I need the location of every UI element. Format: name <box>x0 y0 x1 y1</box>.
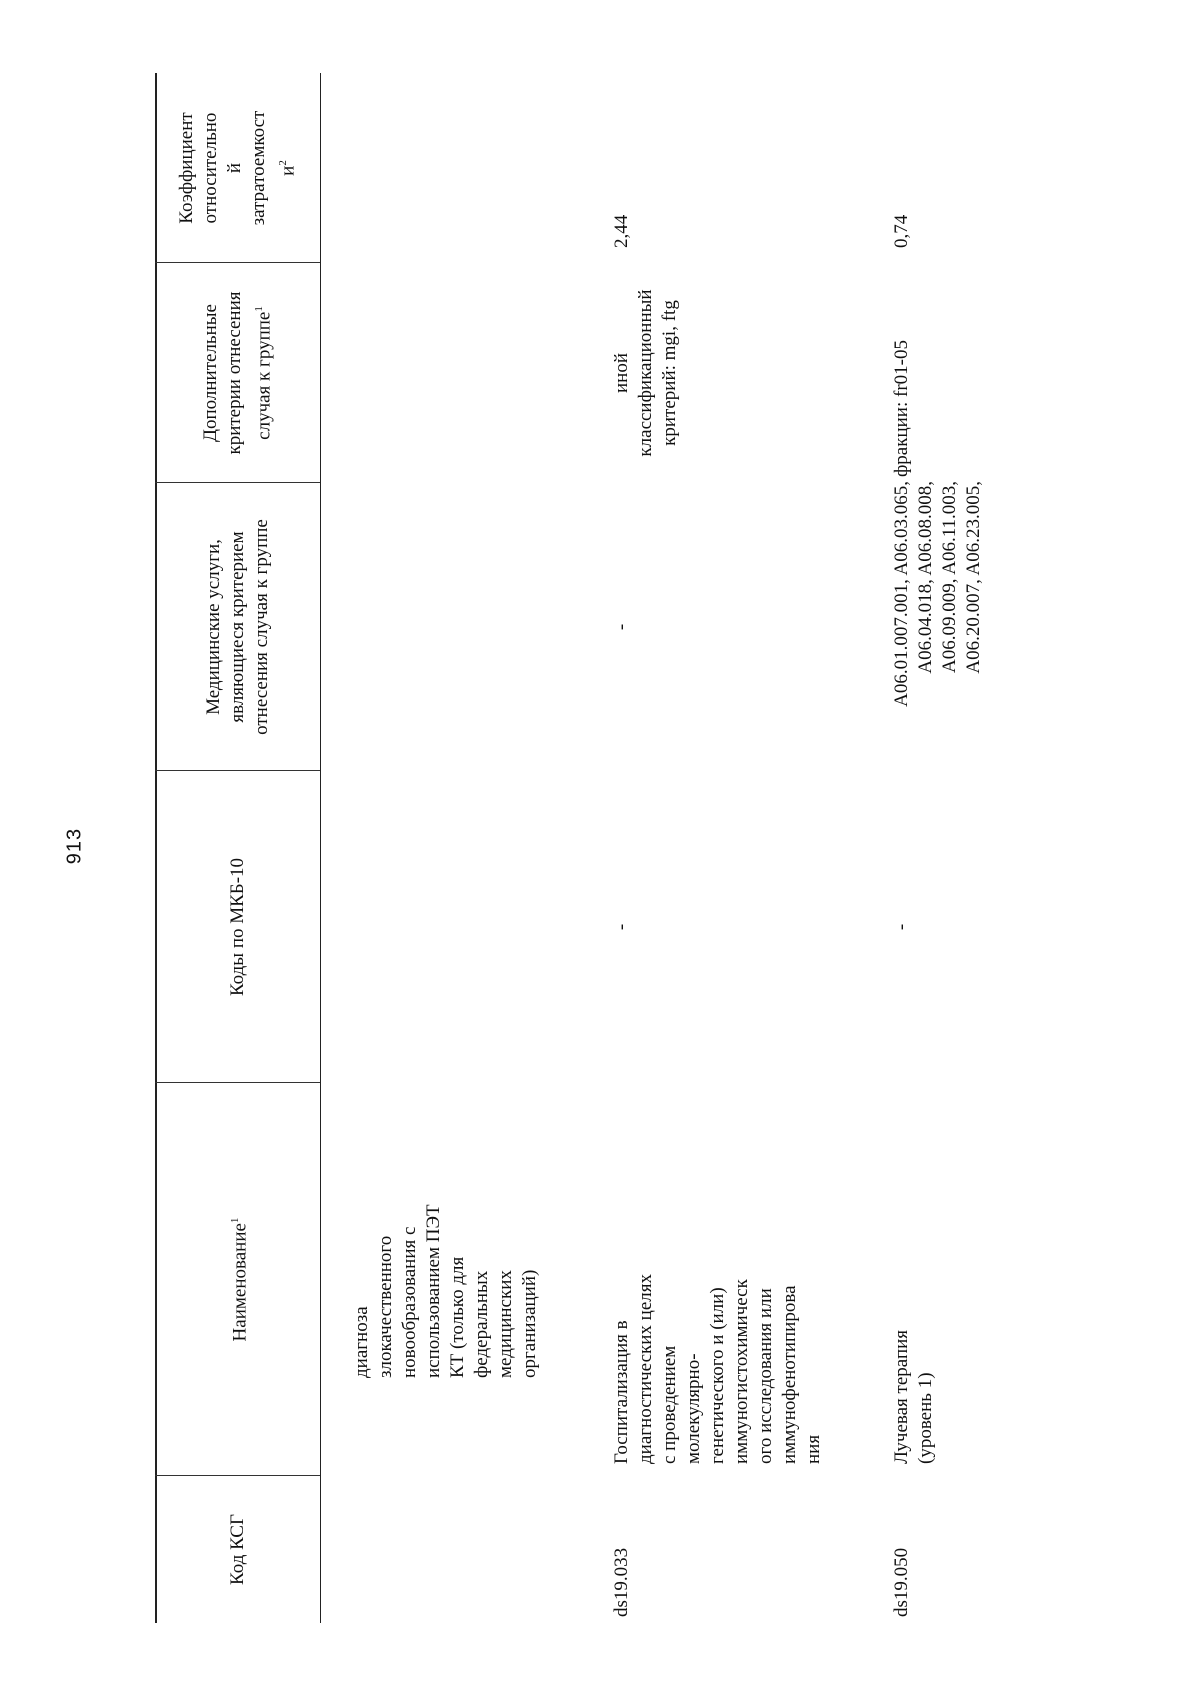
row-ds19-033-name: Госпитализация в диагностических целях с проведением молекулярно- генетического и (или) иммуногистохимическ ого исследования или иммунофенотипирова ния <box>611 1274 824 1464</box>
header-name: Наименование$^1$ <box>228 1217 251 1342</box>
row-ds19-050-coefficient: 0,74 <box>891 214 912 248</box>
row-ds19-033-coefficient: 2,44 <box>611 214 632 248</box>
header-mkb: Коды по МКБ-10 <box>226 857 248 997</box>
rotated-table <box>155 73 1200 1623</box>
row-ds19-033-services: - <box>611 623 632 631</box>
row-ds19-050-mkb: - <box>891 923 912 931</box>
header-coefficient: Коэффициент относительно й затратоемкост $и^2$ <box>175 110 299 226</box>
row-ds19-050-services: A06.01.007.001, A06.03.065, A06.04.018, A06.08.008, A06.09.009, A06.11.003, A06.20.007, A06.23.005, <box>891 481 984 707</box>
row-ds19-033-mkb: - <box>611 923 632 931</box>
table-row-continuation-name: диагноза злокачественного новообразования с использованием ПЭТ КТ (только для федеральных медицинских организаций) <box>351 1204 540 1378</box>
row-ds19-033-additional: иной классификационный критерий: mgi, ftg <box>611 289 680 457</box>
header-code: Код КСГ <box>226 1514 248 1585</box>
row-ds19-050-name: Лучевая терапия (уровень 1) <box>891 1329 936 1464</box>
page-number: 913 <box>63 827 86 865</box>
header-services: Медицинские услуги, являющиеся критерием отнесения случая к группе <box>202 519 272 735</box>
row-ds19-050-code: ds19.050 <box>891 1547 912 1617</box>
header-bottom-rule <box>320 73 321 1623</box>
row-ds19-033-code: ds19.033 <box>611 1547 632 1617</box>
row-ds19-050-additional: фракции: fr01-05 <box>891 340 912 477</box>
header-additional-criteria: Дополнительные критерии отнесения случая к группе$^1$ <box>199 291 275 455</box>
